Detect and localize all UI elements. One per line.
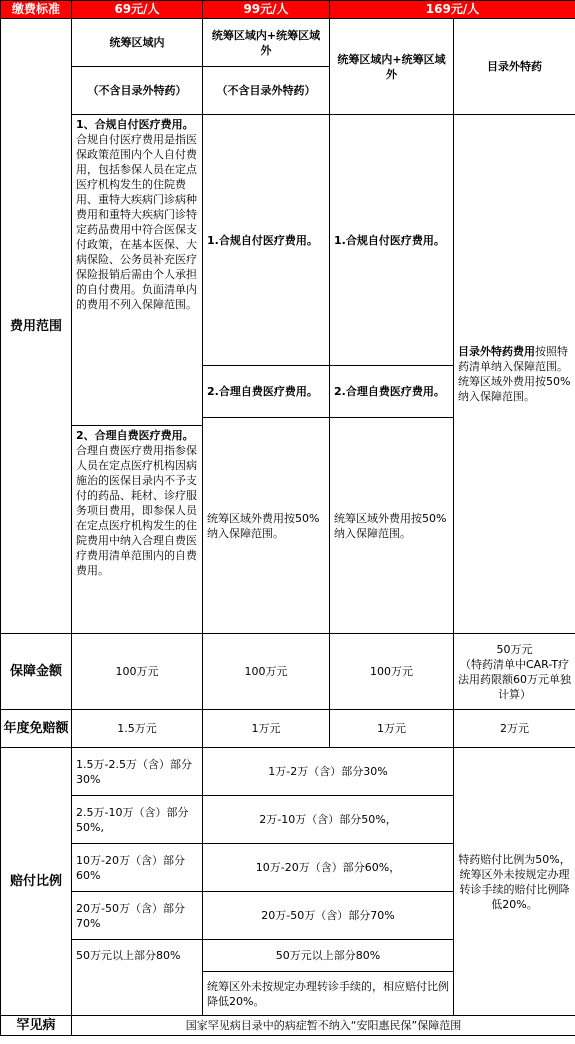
tier-169-title: 统筹区域内+统筹区域外 xyxy=(330,19,454,115)
tier-69-ratio-5: 50万元以上部分80% xyxy=(72,940,203,1016)
tier-169-scope-note: 统筹区域外费用按50%纳入保障范围。 xyxy=(330,418,454,634)
extra-scope-title: 目录外特药费用 xyxy=(458,345,535,358)
tier-99-amount: 100万元 xyxy=(203,634,330,710)
tier-69-ratio-1: 1.5万-2.5万（含）部分30% xyxy=(72,748,203,796)
merged-ratio-2: 2万-10万（含）部分50%， xyxy=(203,796,454,844)
ratio-row xyxy=(1,748,575,796)
extra-amount-note: （特药清单中CAR-T疗法用药限额60万元单独计算） xyxy=(458,657,571,701)
tier-69-scope-part1 xyxy=(72,115,203,426)
merged-ratio-note: 统筹区外未按规定办理转诊手续的，相应赔付比例降低20%。 xyxy=(203,972,454,1016)
tier-69-ratio-4: 20万-50万（含）部分70% xyxy=(72,892,203,940)
extra-amount xyxy=(454,634,575,710)
extra-ratio: 特药赔付比例为50%，统筹区外未按规定办理转诊手续的赔付比例降低20%。 xyxy=(454,748,575,1016)
tier-69-amount: 100万元 xyxy=(72,634,203,710)
tier-169-deductible: 1万元 xyxy=(330,710,454,748)
extra-scope xyxy=(454,115,575,634)
rare-row xyxy=(1,1016,575,1036)
extra-amount-value: 50万元 xyxy=(496,642,533,656)
merged-ratio-4: 20万-50万（含）部分70% xyxy=(203,892,454,940)
extra-scope-text: 按照特药清单纳入保障范围。统筹区域外费用按50%纳入保障范围。 xyxy=(458,345,571,403)
price-header-label: 缴费标准 xyxy=(1,1,72,19)
amount-row xyxy=(1,634,575,710)
merged-ratio-1: 1万-2万（含）部分30% xyxy=(203,748,454,796)
tier-169-scope-item1: 1.合规自付医疗费用。 xyxy=(330,115,454,366)
rare-text: 国家罕见病目录中的病症暂不纳入“安阳惠民保”保障范围 xyxy=(72,1016,575,1036)
tier-69-ratio-3: 10万-20万（含）部分60% xyxy=(72,844,203,892)
tier-69-title: 统筹区域内 xyxy=(72,19,203,67)
price-69: 69元/人 xyxy=(72,1,203,19)
tier-69-scope-part1-title: 1、合规自付医疗费用。 xyxy=(76,118,194,131)
tier-69-subtitle: （不含目录外特药） xyxy=(72,67,203,115)
price-99: 99元/人 xyxy=(203,1,330,19)
price-169: 169元/人 xyxy=(330,1,575,19)
tier-169-amount: 100万元 xyxy=(330,634,454,710)
tier-69-scope-part2 xyxy=(72,426,203,634)
tier-99-title: 统筹区域内+统筹区域外 xyxy=(203,19,330,67)
tier-169-scope-item2: 2.合理自费医疗费用。 xyxy=(330,366,454,418)
deductible-row xyxy=(1,710,575,748)
tier-99-scope-item1: 1.合规自付医疗费用。 xyxy=(203,115,330,366)
tier-99-subtitle: （不含目录外特药） xyxy=(203,67,330,115)
tier-99-scope-note: 统筹区域外费用按50%纳入保障范围。 xyxy=(203,418,330,634)
scope-label: 费用范围 xyxy=(1,19,72,634)
tier-69-scope-part2-title: 2、合理自费医疗费用。 xyxy=(76,429,194,442)
tier-99-scope-item2: 2.合理自费医疗费用。 xyxy=(203,366,330,418)
scope-row-1 xyxy=(1,115,575,366)
tier-69-scope-part2-text: 合理自费医疗费用指参保人员在定点医疗机构因病施治的医保目录内不予支付的药品、耗材、诊疗服务项目费用，即参保人员在定点医疗机构发生的住院费用中纳入合理自费医疗费用清单范围内的自费费用。 xyxy=(76,444,197,577)
tier-99-deductible: 1万元 xyxy=(203,710,330,748)
extra-deductible: 2万元 xyxy=(454,710,575,748)
tier-extra-title: 目录外特药 xyxy=(454,19,575,115)
merged-ratio-3: 10万-20万（含）部分60%， xyxy=(203,844,454,892)
ratio-label: 赔付比例 xyxy=(1,748,72,1016)
tier-69-deductible: 1.5万元 xyxy=(72,710,203,748)
price-header-row xyxy=(1,1,575,19)
deductible-label: 年度免赔额 xyxy=(1,710,72,748)
rare-label: 罕见病 xyxy=(1,1016,72,1036)
tier-69-scope-part1-text: 合规自付医疗费用是指医保政策范围内个人自付费用，包括参保人员在定点医疗机构发生的住院费用、重特大疾病门诊病种费用和重特大疾病门诊特定药品费用中符合医保支付政策，在基本医保、大病保险、公务员补充医疗保险报销后需由个人承担的自付费用。负面清单内的费用不列入保障范围。 xyxy=(76,133,197,311)
amount-label: 保障金额 xyxy=(1,634,72,710)
tier-head-row-1 xyxy=(1,19,575,67)
tier-69-ratio-2: 2.5万-10万（含）部分50%, xyxy=(72,796,203,844)
merged-ratio-5: 50万元以上部分80% xyxy=(203,940,454,972)
